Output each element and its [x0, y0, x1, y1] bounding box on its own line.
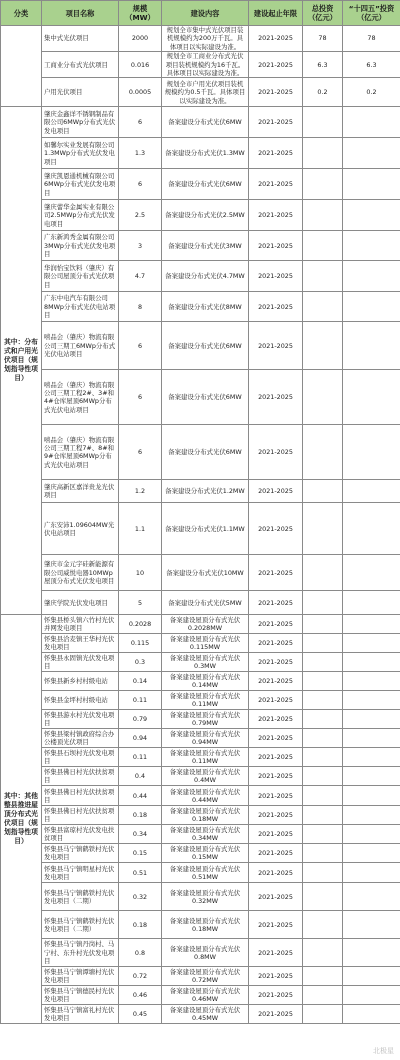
content-cell: 备案建设屋顶分布式光伏0.32MW	[162, 883, 249, 911]
table-row	[1, 78, 400, 107]
scale-cell: 0.3	[119, 653, 162, 672]
header-row	[1, 1, 400, 26]
project-name-cell: 肇庆金鑫详不锈钢制品有限公司6MWp分布式光伏发电项目	[42, 107, 119, 138]
years-cell: 2021-2025	[249, 710, 303, 729]
table-row	[1, 138, 400, 169]
table-row	[1, 231, 400, 261]
years-cell: 2021-2025	[249, 231, 303, 261]
content-cell: 备案建设分布式光伏6MW	[162, 107, 249, 138]
scale-cell: 2.5	[119, 200, 162, 231]
total-investment-cell	[303, 786, 343, 806]
table-row	[1, 370, 400, 425]
table-row	[1, 615, 400, 634]
scale-cell: 0.94	[119, 729, 162, 748]
header-category: 分类	[1, 1, 42, 26]
content-cell: 规划全市集中式光伏项目装机规模约为200万千瓦。具体项目以实际建设为准。	[162, 26, 249, 52]
years-cell: 2021-2025	[249, 322, 303, 370]
total-investment-cell	[303, 806, 343, 825]
years-cell: 2021-2025	[249, 806, 303, 825]
years-cell: 2021-2025	[249, 634, 303, 653]
content-cell: 备案建设分布式光伏4.7MW	[162, 261, 249, 292]
plan-investment-cell	[343, 107, 400, 138]
table-row	[1, 555, 400, 591]
scale-cell: 0.44	[119, 786, 162, 806]
content-cell: 备案建设屋顶分布式光伏0.18MW	[162, 911, 249, 939]
content-cell: 备案建设屋顶分布式光伏0.3MW	[162, 653, 249, 672]
years-cell: 2021-2025	[249, 1005, 303, 1024]
total-investment-cell	[303, 883, 343, 911]
content-cell: 备案建设屋顶分布式光伏0.8MW	[162, 939, 249, 967]
content-cell: 备案建设分布式光伏10MW	[162, 555, 249, 591]
table-row	[1, 425, 400, 480]
table-row	[1, 986, 400, 1005]
years-cell: 2021-2025	[249, 138, 303, 169]
scale-cell: 0.18	[119, 806, 162, 825]
table-row	[1, 939, 400, 967]
total-investment-cell	[303, 691, 343, 710]
total-investment-cell	[303, 729, 343, 748]
project-name-cell: 肇庆学院光伏发电项目	[42, 591, 119, 615]
total-investment-cell	[303, 425, 343, 480]
plan-investment-cell	[343, 261, 400, 292]
total-investment-cell	[303, 370, 343, 425]
scale-cell: 0.0005	[119, 78, 162, 107]
watermark: 北极星	[373, 1047, 394, 1055]
scale-cell: 0.11	[119, 691, 162, 710]
table-row	[1, 200, 400, 231]
project-name-cell: 华润怡宝饮料（肇庆）有限公司屋顶分布式光伏项目	[42, 261, 119, 292]
scale-cell: 0.4	[119, 767, 162, 786]
total-investment-cell	[303, 231, 343, 261]
project-name-cell: 怀集县马宁镇鹤铁村光伏发电项目（二期）	[42, 883, 119, 911]
years-cell: 2021-2025	[249, 939, 303, 967]
project-name-cell: 怀集县佛日村光伏扶贫项目	[42, 786, 119, 806]
scale-cell: 5	[119, 591, 162, 615]
total-investment-cell	[303, 261, 343, 292]
project-name-cell: 怀集县马宁镇鹤铁村光伏发电项目	[42, 844, 119, 863]
total-investment-cell	[303, 710, 343, 729]
project-name-cell: 怀集县石坝村光伏发电项目	[42, 748, 119, 767]
plan-investment-cell	[343, 591, 400, 615]
total-investment-cell	[303, 615, 343, 634]
scale-cell: 0.15	[119, 844, 162, 863]
total-investment-cell: 78	[303, 26, 343, 52]
plan-investment-cell	[343, 634, 400, 653]
content-cell: 备案建设分布式光伏1.2MW	[162, 480, 249, 503]
table-row	[1, 786, 400, 806]
project-name-cell: 广东安沛1.09604MW光伏电站项目	[42, 503, 119, 555]
table-row	[1, 767, 400, 786]
years-cell: 2021-2025	[249, 672, 303, 691]
total-investment-cell	[303, 825, 343, 844]
years-cell: 2021-2025	[249, 767, 303, 786]
scale-cell: 6	[119, 370, 162, 425]
table-row	[1, 844, 400, 863]
scale-cell: 0.18	[119, 911, 162, 939]
plan-investment-cell	[343, 710, 400, 729]
plan-investment-cell	[343, 967, 400, 986]
project-name-cell: 怀集县富琼村光伏发电扶贫项目	[42, 825, 119, 844]
content-cell: 备案建设分布式光伏1.3MW	[162, 138, 249, 169]
plan-investment-cell	[343, 322, 400, 370]
project-name-cell: 嘻品会（肇庆）物流有限公司三期工6MWp分布式光伏电站项目	[42, 322, 119, 370]
total-investment-cell	[303, 591, 343, 615]
project-name-cell: 怀集县桥头镇六竹村光伏并网发电项目	[42, 615, 119, 634]
scale-cell: 6	[119, 425, 162, 480]
plan-investment-cell	[343, 292, 400, 322]
project-name-cell: 怀集县洽麦镇王华村光伏发电项目	[42, 634, 119, 653]
header-content: 建设内容	[162, 1, 249, 26]
scale-cell: 6	[119, 107, 162, 138]
content-cell: 规划全市工商业分布式光伏项目装机规模约为16千瓦。具体项目以实际建设为准。	[162, 52, 249, 78]
project-name-cell: 广东新鸿秀金属有限公司3MWp分布式光伏发电项目	[42, 231, 119, 261]
content-cell: 备案建设屋顶分布式光伏0.115MW	[162, 634, 249, 653]
project-name-cell: 如馨尔实业发展有限公司1.3MWp分布式光伏发电项目	[42, 138, 119, 169]
project-name-cell: 怀集县马宁镇谭塘村光伏发电项目	[42, 967, 119, 986]
scale-cell: 0.45	[119, 1005, 162, 1024]
content-cell: 备案建设屋顶分布式光伏0.2028MW	[162, 615, 249, 634]
years-cell: 2021-2025	[249, 615, 303, 634]
table-row	[1, 729, 400, 748]
scale-cell: 0.115	[119, 634, 162, 653]
plan-investment-cell	[343, 786, 400, 806]
years-cell: 2021-2025	[249, 425, 303, 480]
table-row	[1, 292, 400, 322]
table-row	[1, 634, 400, 653]
years-cell: 2021-2025	[249, 503, 303, 555]
scale-cell: 3	[119, 231, 162, 261]
years-cell: 2021-2025	[249, 863, 303, 883]
content-cell: 备案建设屋顶分布式光伏0.45MW	[162, 1005, 249, 1024]
project-name-cell: 怀集县马宁镇丹岗村、马宁村、东升村光伏发电项目	[42, 939, 119, 967]
years-cell: 2021-2025	[249, 967, 303, 986]
years-cell: 2021-2025	[249, 52, 303, 78]
content-cell: 备案建设屋顶分布式光伏0.14MW	[162, 672, 249, 691]
content-cell: 备案建设分布式光伏8MW	[162, 292, 249, 322]
scale-cell: 0.11	[119, 748, 162, 767]
project-name-cell: 怀集县新乡村村级电站	[42, 672, 119, 691]
content-cell: 备案建设分布式光伏3MW	[162, 231, 249, 261]
years-cell: 2021-2025	[249, 986, 303, 1005]
years-cell: 2021-2025	[249, 261, 303, 292]
plan-investment-cell	[343, 370, 400, 425]
table-row	[1, 806, 400, 825]
scale-cell: 0.14	[119, 672, 162, 691]
scale-cell: 1.3	[119, 138, 162, 169]
table-row	[1, 748, 400, 767]
total-investment-cell	[303, 138, 343, 169]
years-cell: 2021-2025	[249, 370, 303, 425]
scale-cell: 0.32	[119, 883, 162, 911]
years-cell: 2021-2025	[249, 555, 303, 591]
scale-cell: 0.8	[119, 939, 162, 967]
project-name-cell: 怀集县马宁镇富礼村光伏发电项目	[42, 1005, 119, 1024]
scale-cell: 0.2028	[119, 615, 162, 634]
total-investment-cell	[303, 1005, 343, 1024]
table-row	[1, 591, 400, 615]
plan-investment-cell	[343, 825, 400, 844]
content-cell: 备案建设屋顶分布式光伏0.34MW	[162, 825, 249, 844]
plan-investment-cell	[343, 200, 400, 231]
total-investment-cell	[303, 653, 343, 672]
plan-investment-cell	[343, 503, 400, 555]
table-row	[1, 107, 400, 138]
content-cell: 备案建设屋顶分布式光伏0.51MW	[162, 863, 249, 883]
plan-investment-cell	[343, 939, 400, 967]
plan-investment-cell	[343, 653, 400, 672]
table-row	[1, 672, 400, 691]
project-name-cell: 户用光伏项目	[42, 78, 119, 107]
plan-investment-cell	[343, 844, 400, 863]
total-investment-cell	[303, 292, 343, 322]
plan-investment-cell	[343, 425, 400, 480]
plan-investment-cell: 6.3	[343, 52, 400, 78]
plan-investment-cell	[343, 883, 400, 911]
total-investment-cell	[303, 911, 343, 939]
table-row	[1, 480, 400, 503]
total-investment-cell	[303, 480, 343, 503]
table-row	[1, 691, 400, 710]
content-cell: 备案建设屋顶分布式光伏0.44MW	[162, 786, 249, 806]
plan-investment-cell	[343, 767, 400, 786]
content-cell: 备案建设屋顶分布式光伏0.18MW	[162, 806, 249, 825]
table-row	[1, 967, 400, 986]
years-cell: 2021-2025	[249, 480, 303, 503]
total-investment-cell	[303, 844, 343, 863]
scale-cell: 1.2	[119, 480, 162, 503]
content-cell: 备案建设分布式光伏2.5MW	[162, 200, 249, 231]
project-name-cell: 肇庆高新区嘉洋贵龙光伏项目	[42, 480, 119, 503]
total-investment-cell: 0.2	[303, 78, 343, 107]
header-scale: 规模（MW）	[119, 1, 162, 26]
project-name-cell: 怀集县马宁镇明星村光伏发电项目	[42, 863, 119, 883]
plan-investment-cell	[343, 863, 400, 883]
total-investment-cell: 6.3	[303, 52, 343, 78]
header-project-name: 项目名称	[42, 1, 119, 26]
project-name-cell: 怀集县金坪村村级电站	[42, 691, 119, 710]
plan-investment-cell	[343, 806, 400, 825]
table-row	[1, 825, 400, 844]
project-name-cell: 肇庆蕾华金属实业有限公司2.5MWp分布式光伏发电项目	[42, 200, 119, 231]
header-years: 建设起止年限	[249, 1, 303, 26]
category-cell	[1, 26, 42, 107]
years-cell: 2021-2025	[249, 786, 303, 806]
content-cell: 备案建设屋顶分布式光伏0.46MW	[162, 986, 249, 1005]
project-name-cell: 集中式光伏项目	[42, 26, 119, 52]
scale-cell: 0.016	[119, 52, 162, 78]
scale-cell: 4.7	[119, 261, 162, 292]
years-cell: 2021-2025	[249, 78, 303, 107]
years-cell: 2021-2025	[249, 292, 303, 322]
content-cell: 备案建设屋顶分布式光伏0.4MW	[162, 767, 249, 786]
content-cell: 备案建设屋顶分布式光伏0.72MW	[162, 967, 249, 986]
project-name-cell: 怀集县佛日村光伏扶贫项目	[42, 767, 119, 786]
scale-cell: 0.34	[119, 825, 162, 844]
content-cell: 备案建设分布式光伏6MW	[162, 425, 249, 480]
total-investment-cell	[303, 555, 343, 591]
table-row	[1, 883, 400, 911]
project-name-cell: 嘻品会（肇庆）物流有限公司三期工程2#、3#和4#仓库屋顶6MWp分布式光伏电站项目	[42, 370, 119, 425]
total-investment-cell	[303, 503, 343, 555]
years-cell: 2021-2025	[249, 883, 303, 911]
scale-cell: 6	[119, 322, 162, 370]
plan-investment-cell: 0.2	[343, 78, 400, 107]
total-investment-cell	[303, 748, 343, 767]
plan-investment-cell	[343, 169, 400, 200]
plan-investment-cell	[343, 748, 400, 767]
content-cell: 备案建设屋顶分布式光伏0.15MW	[162, 844, 249, 863]
content-cell: 备案建设分布式光伏6MW	[162, 169, 249, 200]
years-cell: 2021-2025	[249, 748, 303, 767]
plan-investment-cell	[343, 480, 400, 503]
total-investment-cell	[303, 634, 343, 653]
plan-investment-cell	[343, 555, 400, 591]
total-investment-cell	[303, 967, 343, 986]
scale-cell: 0.79	[119, 710, 162, 729]
total-investment-cell	[303, 939, 343, 967]
project-name-cell: 怀集县游水村光伏发电项目	[42, 710, 119, 729]
content-cell: 备案建设屋顶分布式光伏0.11MW	[162, 691, 249, 710]
content-cell: 备案建设屋顶分布式光伏0.11MW	[162, 748, 249, 767]
table-row	[1, 26, 400, 52]
category-cell: 其中：其他整县推进屋顶分布式光伏项目（规划指导性项目）	[1, 615, 42, 1024]
years-cell: 2021-2025	[249, 825, 303, 844]
project-name-cell: 肇庆市金元宇硅新能源有限公司威悦电器10MWp屋顶分布式光伏发电项目	[42, 555, 119, 591]
table-row	[1, 503, 400, 555]
content-cell: 备案建设屋顶分布式光伏0.79MW	[162, 710, 249, 729]
total-investment-cell	[303, 200, 343, 231]
years-cell: 2021-2025	[249, 844, 303, 863]
years-cell: 2021-2025	[249, 729, 303, 748]
content-cell: 备案建设分布式光伏6MW	[162, 322, 249, 370]
project-name-cell: 怀集县永固镇光伏发电项目	[42, 653, 119, 672]
years-cell: 2021-2025	[249, 911, 303, 939]
scale-cell: 6	[119, 169, 162, 200]
years-cell: 2021-2025	[249, 169, 303, 200]
content-cell: 备案建设屋顶分布式光伏0.94MW	[162, 729, 249, 748]
project-name-cell: 怀集县佛日村光伏扶贫项目	[42, 806, 119, 825]
content-cell: 备案建设分布式光伏1.1MW	[162, 503, 249, 555]
table-row	[1, 911, 400, 939]
total-investment-cell	[303, 767, 343, 786]
years-cell: 2021-2025	[249, 26, 303, 52]
years-cell: 2021-2025	[249, 591, 303, 615]
project-name-cell: 肇庆凯恩通机械有限公司6MWp分布式光伏发电项目	[42, 169, 119, 200]
project-name-cell: 怀集县马宁镇德民村光伏发电项目	[42, 986, 119, 1005]
table-row	[1, 1005, 400, 1024]
content-cell: 备案建设分布式光伏6MW	[162, 370, 249, 425]
scale-cell: 1.1	[119, 503, 162, 555]
total-investment-cell	[303, 169, 343, 200]
plan-investment-cell	[343, 615, 400, 634]
years-cell: 2021-2025	[249, 200, 303, 231]
years-cell: 2021-2025	[249, 691, 303, 710]
content-cell: 规划全市户用光伏项目装机规模约为0.5千瓦。具体项目以实际建设为准。	[162, 78, 249, 107]
scale-cell: 0.51	[119, 863, 162, 883]
total-investment-cell	[303, 672, 343, 691]
total-investment-cell	[303, 863, 343, 883]
plan-investment-cell	[343, 138, 400, 169]
content-cell: 备案建设分布式光伏5MW	[162, 591, 249, 615]
plan-investment-cell	[343, 231, 400, 261]
table-row	[1, 653, 400, 672]
table-row	[1, 863, 400, 883]
plan-investment-cell	[343, 986, 400, 1005]
plan-investment-cell: 78	[343, 26, 400, 52]
scale-cell: 8	[119, 292, 162, 322]
total-investment-cell	[303, 986, 343, 1005]
table-row	[1, 261, 400, 292]
table-row	[1, 322, 400, 370]
plan-investment-cell	[343, 672, 400, 691]
scale-cell: 10	[119, 555, 162, 591]
project-name-cell: 广东中电汽车有限公司8MWp分布式光伏电站项目	[42, 292, 119, 322]
table-body	[1, 26, 400, 1024]
project-name-cell: 怀集县马宁镇鹤铁村光伏发电项目（二期）	[42, 911, 119, 939]
scale-cell: 2000	[119, 26, 162, 52]
table-row	[1, 169, 400, 200]
years-cell: 2021-2025	[249, 653, 303, 672]
scale-cell: 0.46	[119, 986, 162, 1005]
project-name-cell: 工商业分布式光伏项目	[42, 52, 119, 78]
category-cell: 其中：分布式和户用光伏项目（规划指导性项目）	[1, 107, 42, 615]
header-plan-investment: “十四五”投资（亿元）	[343, 1, 400, 26]
scale-cell: 0.72	[119, 967, 162, 986]
table-row	[1, 710, 400, 729]
plan-investment-cell	[343, 1005, 400, 1024]
project-name-cell: 怀集县梁村镇政府综合办公楼顶光伏项目	[42, 729, 119, 748]
plan-investment-cell	[343, 729, 400, 748]
total-investment-cell	[303, 107, 343, 138]
plan-investment-cell	[343, 691, 400, 710]
header-total-investment: 总投资（亿元）	[303, 1, 343, 26]
total-investment-cell	[303, 322, 343, 370]
plan-investment-cell	[343, 911, 400, 939]
table-row	[1, 52, 400, 78]
years-cell: 2021-2025	[249, 107, 303, 138]
project-name-cell: 嘻品会（肇庆）物流有限公司三期工程7#、8#和9#仓库屋顶6MWp分布式光伏电站项目	[42, 425, 119, 480]
